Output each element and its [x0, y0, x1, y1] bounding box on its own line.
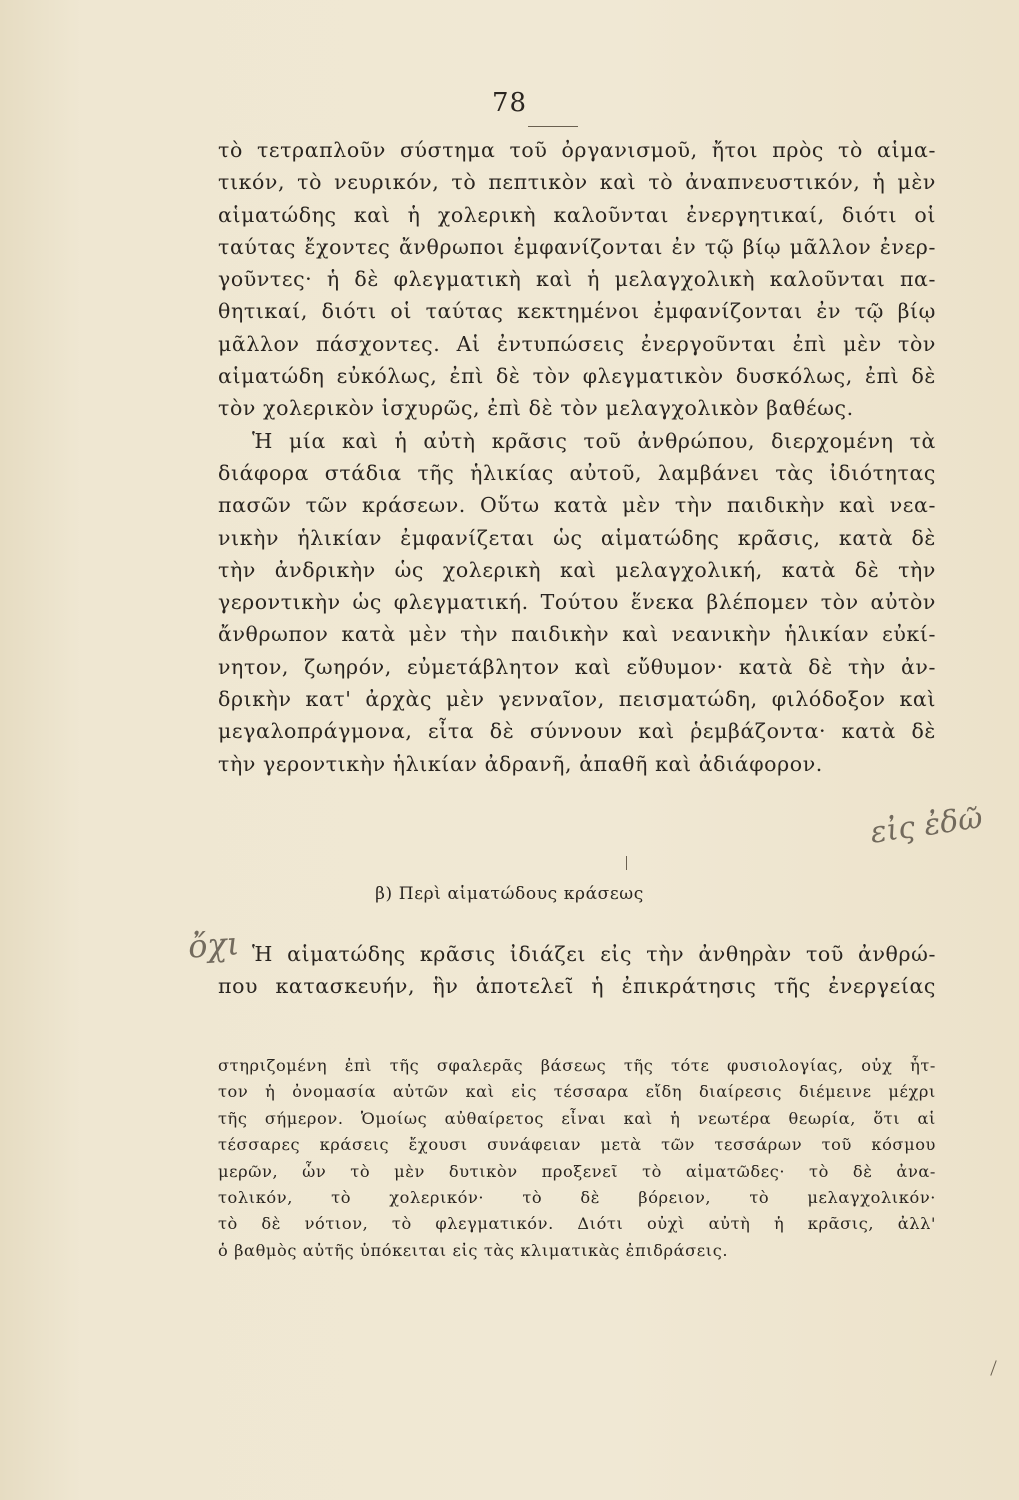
text-line: μεγαλοπράγμονα, εἶτα δὲ σύννουν καὶ ῥεμβάζοντα· κατὰ δὲ — [218, 719, 936, 744]
text-line: ταύτας ἔχοντες ἄνθρωποι ἐμφανίζονται ἐν τῷ βίῳ μᾶλλον ἐνερ- — [218, 234, 936, 259]
page-number: 78 — [491, 88, 528, 118]
section-heading: β) Περὶ αἱματώδους κράσεως — [375, 884, 644, 904]
text-line: αἱματώδης καὶ ἡ χολερικὴ καλοῦνται ἐνεργητικαί, διότι οἱ — [218, 202, 936, 227]
footnote-line: τον ἡ ὀνομασία αὐτῶν καὶ εἰς τέσσαρα εἴδη διαίρεσις διέμεινε μέχρι — [218, 1082, 936, 1102]
text-line: πασῶν τῶν κράσεων. Οὕτω κατὰ μὲν τὴν παιδικὴν καὶ νεα- — [218, 493, 936, 518]
footnote-line: τολικόν, τὸ χολερικόν· τὸ δὲ βόρειον, τὸ μελαγχολικόν· — [218, 1187, 936, 1207]
paragraph-2 — [218, 425, 936, 780]
text-line: Ἡ μία καὶ ἡ αὐτὴ κρᾶσις τοῦ ἀνθρώπου, διερχομένη τὰ — [252, 428, 936, 453]
footnote-line: τῆς σήμερον. Ὁμοίως αὐθαίρετος εἶναι καὶ ἡ νεωτέρα θεωρία, ὅτι αἱ — [218, 1108, 936, 1128]
text-line: που κατασκευήν, ἣν ἀποτελεῖ ἡ ἐπικράτησις τῆς ἐνεργείας — [218, 974, 936, 999]
main-text-block — [218, 134, 936, 780]
text-line: θητικαί, διότι οἱ ταύτας κεκτημένοι ἐμφανίζονται ἐν τῷ βίῳ — [218, 299, 936, 324]
text-line: δρικὴν κατ' ἀρχὰς μὲν γενναῖον, πεισματώδη, φιλόδοξον καὶ — [218, 687, 936, 712]
handwritten-margin-note: εἰς ἐδῶ — [868, 800, 985, 851]
footnote-block — [218, 1053, 936, 1264]
text-line: τὴν γεροντικὴν ἡλικίαν ἀδρανῆ, ἀπαθῆ καὶ ἀδιάφορον. — [218, 751, 823, 776]
pencil-mark — [626, 856, 627, 870]
footnote-line: τέσσαρες κράσεις ἔχουσι συνάφειαν μετὰ τῶν τεσσάρων τοῦ κόσμου — [218, 1135, 936, 1155]
footnote-line: μερῶν, ὧν τὸ μὲν δυτικὸν προξενεῖ τὸ αἱματῶδες· τὸ δὲ ἀνα- — [218, 1161, 936, 1181]
text-line: Ἡ αἱματώδης κρᾶσις ἰδιάζει εἰς τὴν ἀνθηρὰν τοῦ ἀνθρώ- — [252, 942, 936, 966]
text-line: νικὴν ἡλικίαν ἐμφανίζεται ὡς αἱματώδης κρᾶσις, κατὰ δὲ — [218, 525, 936, 550]
text-line: τὸν χολερικὸν ἰσχυρῶς, ἐπὶ δὲ τὸν μελαγχολικὸν βαθέως. — [218, 396, 854, 421]
text-line: αἱματώδη εὐκόλως, ἐπὶ δὲ τὸν φλεγματικὸν δυσκόλως, ἐπὶ δὲ — [218, 364, 936, 389]
text-line: ἄνθρωπον κατὰ μὲν τὴν παιδικὴν καὶ νεανικὴν ἡλικίαν εὐκί- — [218, 622, 936, 647]
text-line: νητον, ζωηρόν, εὐμετάβλητον καὶ εὔθυμον· κατὰ δὲ τὴν ἀν- — [218, 654, 936, 679]
handwritten-annotation: ὄχι — [186, 924, 241, 966]
text-line: τὴν ἀνδρικὴν ὡς χολερικὴ καὶ μελαγχολική, κατὰ δὲ τὴν — [218, 557, 936, 582]
paragraph-3 — [218, 938, 936, 1003]
footnote-line: τὸ δὲ νότιον, τὸ φλεγματικόν. Διότι οὐχὶ αὐτὴ ἡ κρᾶσις, ἀλλ' — [218, 1214, 936, 1234]
footnote-line: στηριζομένη ἐπὶ τῆς σφαλερᾶς βάσεως τῆς τότε φυσιολογίας, οὐχ ἧτ- — [218, 1056, 936, 1075]
text-line: γεροντικὴν ὡς φλεγματική. Τούτου ἕνεκα βλέπομεν τὸν αὐτὸν — [218, 590, 936, 615]
pencil-mark — [990, 1360, 996, 1375]
text-line: γοῦντες· ἡ δὲ φλεγματικὴ καὶ ἡ μελαγχολικὴ καλοῦνται πα- — [218, 267, 936, 292]
text-line: τικόν, τὸ νευρικόν, τὸ πεπτικὸν καὶ τὸ ἀναπνευστικόν, ἡ μὲν — [218, 170, 936, 195]
paragraph-1 — [218, 134, 936, 425]
text-line: τὸ τετραπλοῦν σύστημα τοῦ ὀργανισμοῦ, ἤτοι πρὸς τὸ αἱμα- — [218, 138, 936, 162]
footnote-line: ὁ βαθμὸς αὐτῆς ὑπόκειται εἰς τὰς κλιματικὰς ἐπιδράσεις. — [218, 1240, 729, 1260]
page-number-rule — [528, 126, 578, 127]
text-line: διάφορα στάδια τῆς ἡλικίας αὐτοῦ, λαμβάνει τὰς ἰδιότητας — [218, 460, 936, 485]
text-line: μᾶλλον πάσχοντες. Αἱ ἐντυπώσεις ἐνεργοῦνται ἐπὶ μὲν τὸν — [218, 331, 936, 356]
